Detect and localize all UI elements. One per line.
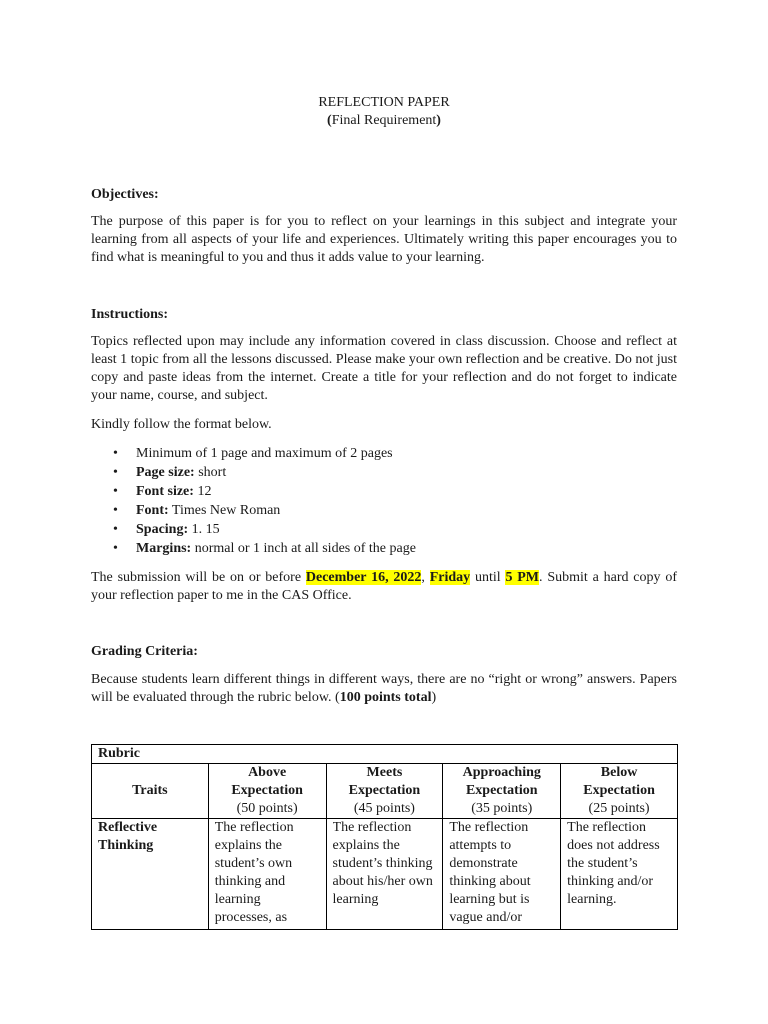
column-name: Meets	[366, 765, 403, 780]
instructions-heading: Instructions:	[91, 307, 169, 322]
traits-header-label: Traits	[132, 783, 168, 798]
format-value: short	[194, 465, 227, 480]
column-name: Expectation	[231, 783, 303, 798]
submission-comma: ,	[421, 570, 430, 585]
rubric-header-row	[92, 764, 678, 819]
objectives-text: The purpose of this paper is for you to reflect on your learnings in this subject and integrate your learning from all aspects of your life and experiences. Ultimately writing this paper encourages you to find what is meaningful to you and thus it adds value to your learning.	[91, 214, 677, 265]
grading-heading: Grading Criteria:	[91, 644, 198, 659]
column-header	[443, 764, 561, 819]
format-value: 1. 15	[188, 522, 220, 537]
submission-part1: The submission will be on or before	[91, 570, 306, 585]
subtitle-open-paren: (	[327, 113, 332, 128]
bullet-icon: •	[113, 446, 118, 461]
bullet-icon: •	[113, 484, 118, 499]
rubric-cell-text: The reflection attempts to demonstrate thinking about learning but is vague and/or	[449, 820, 531, 925]
submission-date: December 16, 2022	[305, 570, 422, 585]
table-row	[92, 819, 678, 930]
traits-header	[92, 764, 209, 819]
column-points: (50 points)	[236, 801, 298, 816]
grading-text	[91, 671, 677, 707]
submission-text	[91, 569, 677, 605]
rubric-cell-text: The reflection does not address the student’s thinking and/or learning.	[567, 820, 660, 907]
column-header	[208, 764, 326, 819]
instructions-text: Topics reflected upon may include any information covered in class discussion. Choose and reflect at least 1 topic from all the lessons discussed. Please make your own reflection and be creative. Do not just copy and paste ideas from the internet. Create a title for your reflection and do not forget to indicate your name, course, and subject.	[91, 334, 677, 403]
column-name: Expectation	[583, 783, 655, 798]
format-label: Font size:	[136, 484, 194, 499]
objectives-heading: Objectives:	[91, 187, 159, 202]
bullet-icon: •	[113, 465, 118, 480]
column-name: Above	[248, 765, 287, 780]
rubric-cell-text: The reflection explains the student’s thinking about his/her own learning	[332, 820, 433, 907]
list-item	[91, 444, 677, 463]
document-subtitle	[0, 112, 768, 130]
format-value: Times New Roman	[168, 503, 281, 518]
subtitle-text: Final Requirement	[331, 113, 437, 128]
trait-cell	[92, 819, 209, 930]
column-name: Below	[600, 765, 638, 780]
column-header	[561, 764, 678, 819]
column-points: (35 points)	[471, 801, 533, 816]
list-item	[91, 501, 677, 520]
column-name: Approaching	[462, 765, 541, 780]
format-label: Spacing:	[136, 522, 189, 537]
rubric-cell	[208, 819, 326, 930]
column-name: Expectation	[465, 783, 538, 798]
bullet-icon: •	[113, 541, 118, 556]
rubric-cell-text: The reflection explains the student’s own thinking and learning processes, as	[214, 820, 294, 925]
column-header	[326, 764, 443, 819]
list-item	[91, 520, 677, 539]
format-value: 12	[193, 484, 212, 499]
document-title: REFLECTION PAPER	[318, 95, 450, 110]
format-value: normal or 1 inch at all sides of the page	[191, 541, 416, 556]
format-label: Margins:	[136, 541, 192, 556]
grading-total: 100 points total	[339, 690, 432, 705]
column-points: (45 points)	[353, 801, 415, 816]
format-label: Page size:	[136, 465, 195, 480]
rubric-cell	[326, 819, 443, 930]
submission-part3: . Submit a hard copy of your reflection paper to me in the CAS Office.	[91, 570, 677, 603]
submission-part2: until	[470, 570, 506, 585]
bullet-icon: •	[113, 522, 118, 537]
format-list	[91, 444, 677, 558]
trait-name: Reflective Thinking	[98, 820, 158, 853]
bullet-icon: •	[113, 503, 118, 518]
rubric-table	[91, 744, 678, 930]
format-value: Minimum of 1 page and maximum of 2 pages	[136, 446, 393, 461]
subtitle-close-paren: )	[436, 113, 441, 128]
submission-time: 5 PM	[505, 570, 540, 585]
list-item	[91, 539, 677, 558]
rubric-cell	[443, 819, 561, 930]
grading-text-part1: Because students learn different things in different ways, there are no “right or wrong” answers. Papers will be evaluated through the rubric below. (	[91, 672, 677, 705]
column-points: (25 points)	[588, 801, 650, 816]
format-label: Font:	[136, 503, 169, 518]
format-intro: Kindly follow the format below.	[91, 417, 272, 432]
rubric-cell	[561, 819, 678, 930]
list-item	[91, 463, 677, 482]
submission-day: Friday	[429, 570, 471, 585]
column-name: Expectation	[348, 783, 421, 798]
rubric-caption-row	[92, 745, 678, 764]
list-item	[91, 482, 677, 501]
grading-text-part2: )	[431, 690, 437, 705]
rubric-caption: Rubric	[92, 745, 678, 764]
